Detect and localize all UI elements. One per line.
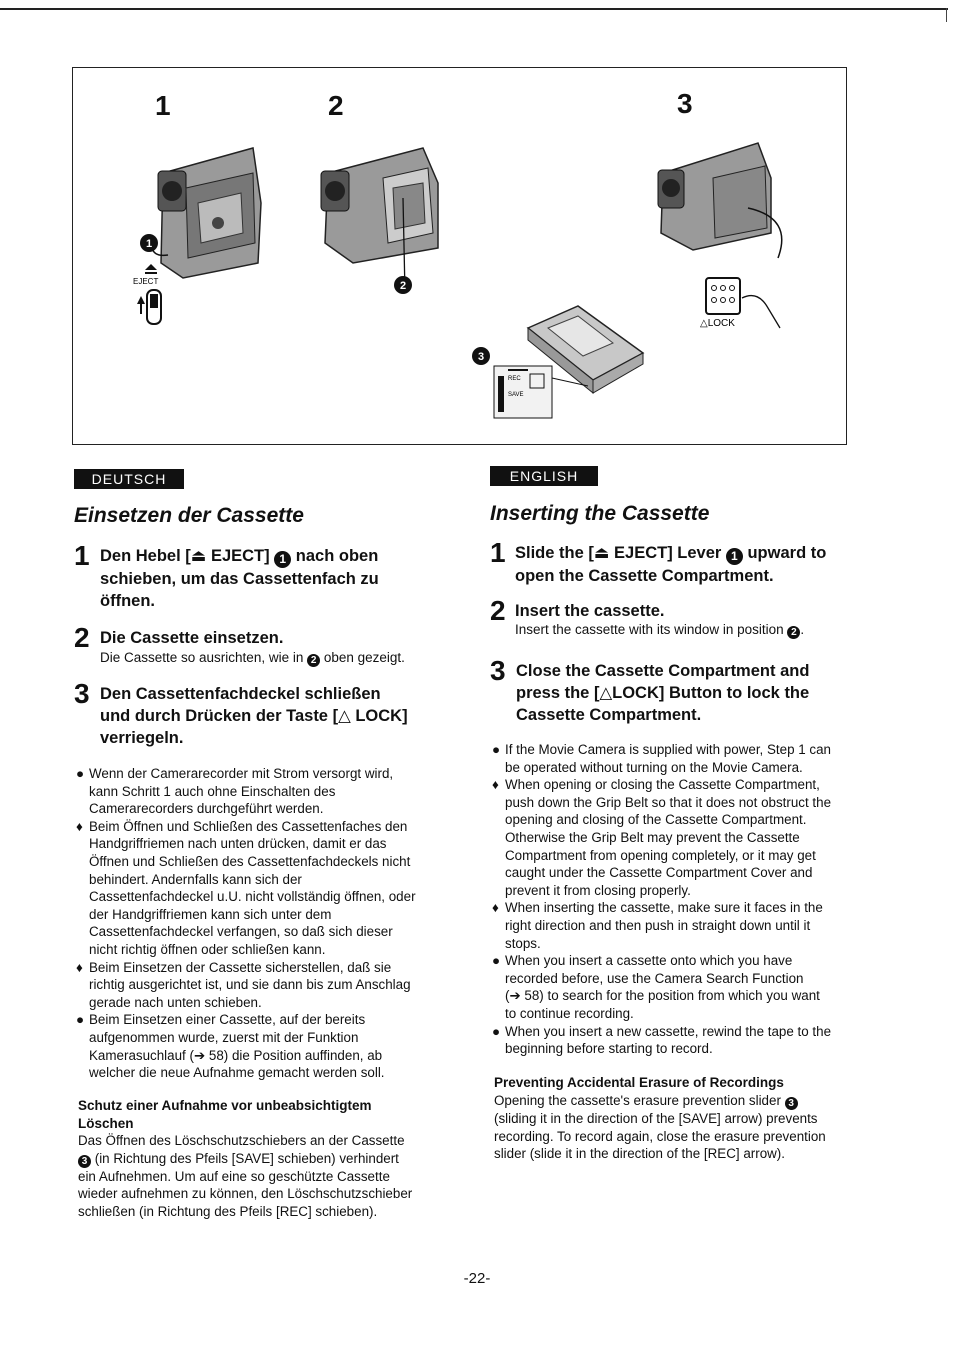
callout-2-icon: 2 — [307, 654, 320, 667]
english-note-2: ♦ When opening or closing the Cassette Compartment, push down the Grip Belt so that it does not obstruct the opening and closing of the Cassette Compartment. Otherwise the Grip Belt may prevent the Cassette Compartment from opening completely, or it may get caught under the Cassette Compartment Cover and prevent it from closing properly. — [492, 777, 832, 898]
rec-label: REC — [508, 376, 521, 382]
deutsch-step-2-heading: Die Cassette einsetzen. — [100, 629, 284, 647]
page-top-rule-end — [946, 8, 947, 22]
deutsch-language-tag: DEUTSCH — [74, 469, 184, 489]
bullet-mark: ● — [76, 766, 85, 781]
figure-step-2-number: 2 — [328, 90, 344, 121]
figure-step-3-number: 3 — [677, 88, 693, 119]
deutsch-step-2-sub-a: Die Cassette so ausrichten, wie in — [100, 650, 308, 665]
bullet-mark: ♦ — [76, 818, 83, 834]
english-step-2-number: 2 — [490, 595, 506, 626]
english-step-3-number: 3 — [490, 655, 506, 686]
camera-illustration-step-3 — [653, 138, 803, 268]
deutsch-protect-heading: Schutz einer Aufnahme vor unbeabsichtigtem Löschen — [78, 1098, 372, 1131]
deutsch-title: Einsetzen der Cassette — [74, 504, 304, 527]
page-top-rule — [0, 8, 948, 10]
callout-1-icon: 1 — [274, 551, 291, 568]
callout-2-icon: 2 — [787, 626, 800, 639]
save-label: SAVE — [508, 392, 524, 398]
bullet-mark: ♦ — [492, 900, 499, 916]
english-note-4: ● When you insert a cassette onto which you have recorded before, use the Camera Search Function (➔ 58) to search for the position from which you want to continue recording. — [492, 953, 820, 1021]
bullet-mark: ● — [492, 953, 501, 969]
deutsch-note-4: ● Beim Einsetzen einer Cassette, auf der bereits aufgenommen wurde, zuerst mit der Funktion Kamerasuchlauf (➔ 58) die Position auffinden, ab welcher die neue Aufnahme gemacht werden soll. — [76, 1012, 385, 1081]
deutsch-step-2-sub-b: oben gezeigt. — [320, 650, 405, 665]
camera-illustration-step-2 — [313, 143, 463, 303]
deutsch-protect-text: Das Öffnen des Löschschutzschiebers an der Cassette 3 (in Richtung des Pfeils [SAVE] schieben) verhindert ein Aufnehmen. Um auf eine so geschützte Cassette wieder aufnehmen zu können, den Löschschutzschieber schließen (in Richtung des Pfeils [REC] schieben). — [78, 1133, 413, 1219]
deutsch-note-3: ♦ Beim Einsetzen der Cassette sicherstellen, daß sie richtig ausgerichtet ist, und sie dann bis zum Anschlag gerade nach unten schieben. — [76, 959, 411, 1010]
english-note-5: ● When you insert a new cassette, rewind the tape to the beginning before starting to record. — [492, 1023, 832, 1057]
english-note-3: ♦ When inserting the cassette, make sure it faces in the right direction and then push in straight down until it stops. — [492, 900, 823, 951]
english-step-1-heading-b: upward to — [742, 544, 827, 562]
english-step-2-sub-b: . — [800, 622, 805, 637]
illustration-box — [72, 67, 847, 445]
deutsch-step-1-number: 1 — [74, 540, 90, 571]
page-number: -22- — [463, 1270, 491, 1287]
english-title: Inserting the Cassette — [490, 502, 710, 525]
english-language-tag: ENGLISH — [490, 466, 598, 486]
callout-3-text: 3 — [477, 351, 485, 363]
callout-1-icon: 1 — [726, 548, 743, 565]
eject-lever-illustration — [131, 258, 181, 338]
callout-3-icon: 3 — [78, 1155, 91, 1168]
lock-button-illustration — [698, 268, 793, 338]
callout-2-text: 2 — [399, 280, 407, 292]
figure-step-1-number: 1 — [155, 90, 171, 121]
deutsch-step-3-heading — [100, 683, 470, 749]
deutsch-step-3-heading-line3: verriegeln. — [100, 729, 184, 747]
english-note-1: ● If the Movie Camera is supplied with power, Step 1 can be operated without turning on the Movie Camera. — [492, 742, 832, 775]
english-step-2-heading: Insert the cassette. — [515, 602, 665, 620]
english-step-1-heading-a: Slide the [⏏ EJECT] Lever — [515, 544, 726, 562]
bullet-mark: ♦ — [76, 959, 83, 975]
deutsch-note-1: ● Wenn der Camerarecorder mit Strom versorgt wird, kann Schritt 1 auch ohne Einschalten des Camerarecorders durchgeführt werden. — [76, 766, 394, 817]
lock-label: △LOCK — [700, 318, 735, 329]
deutsch-notes-list — [76, 765, 446, 1082]
deutsch-step-2-sub — [100, 649, 460, 667]
deutsch-step-3-number: 3 — [74, 678, 90, 709]
english-step-1-number: 1 — [490, 537, 506, 568]
english-step-1-heading — [515, 542, 860, 587]
english-notes-list — [492, 741, 852, 1058]
english-protect-text: Opening the cassette's erasure prevention slider 3 (sliding it in the direction of the [SAVE] arrow) prevents recording. To record again, close the erasure prevention slider (slide it in the direction of the [REC] arrow). — [494, 1093, 826, 1162]
bullet-mark: ● — [492, 1023, 501, 1039]
english-protect-heading: Preventing Accidental Erasure of Recordings — [494, 1075, 784, 1090]
callout-1-text: 1 — [145, 238, 153, 250]
bullet-mark: ♦ — [492, 777, 499, 793]
english-step-2-sub-a: Insert the cassette with its window in position — [515, 622, 788, 637]
deutsch-step-3-heading-line2: und durch Drücken der Taste [△ LOCK] — [100, 707, 408, 725]
english-step-2-sub — [515, 621, 860, 639]
bullet-mark: ● — [492, 742, 501, 757]
deutsch-step-3-heading-line1: Den Cassettenfachdeckel schließen — [100, 685, 381, 703]
deutsch-step-1-heading — [100, 545, 460, 612]
deutsch-step-1-heading-line2: schieben, um das Cassettenfach zu — [100, 570, 379, 588]
english-step-3-heading: Close the Cassette Compartment and press the [△LOCK] Button to lock the Cassette Compartment. — [516, 662, 810, 724]
deutsch-note-2: ♦ Beim Öffnen und Schließen des Cassettenfaches den Handgriffriemen nach unten drücken, damit er das Öffnen und Schließen des Cassettenfachdeckels nicht behindert. Andernfalls kann sich der Cassettenfachdeckel u.U. nicht vollständig öffnen, oder der Handgriffriemen kann sich unter dem Cassettenfachdeckel verfangen, so daß sich dieser nicht richtig öffnen oder schließen kann. — [76, 818, 416, 957]
eject-label: EJECT — [133, 277, 159, 286]
deutsch-step-1-heading-b: nach oben — [291, 547, 379, 565]
cassette-illustration — [468, 298, 658, 428]
deutsch-step-2-number: 2 — [74, 622, 90, 653]
english-step-1-heading-line2: open the Cassette Compartment. — [515, 567, 774, 585]
callout-3-icon: 3 — [785, 1097, 798, 1110]
bullet-mark: ● — [76, 1012, 85, 1028]
deutsch-step-1-heading-line3: öffnen. — [100, 592, 155, 610]
deutsch-step-1-heading-a: Den Hebel [⏏ EJECT] — [100, 547, 275, 565]
